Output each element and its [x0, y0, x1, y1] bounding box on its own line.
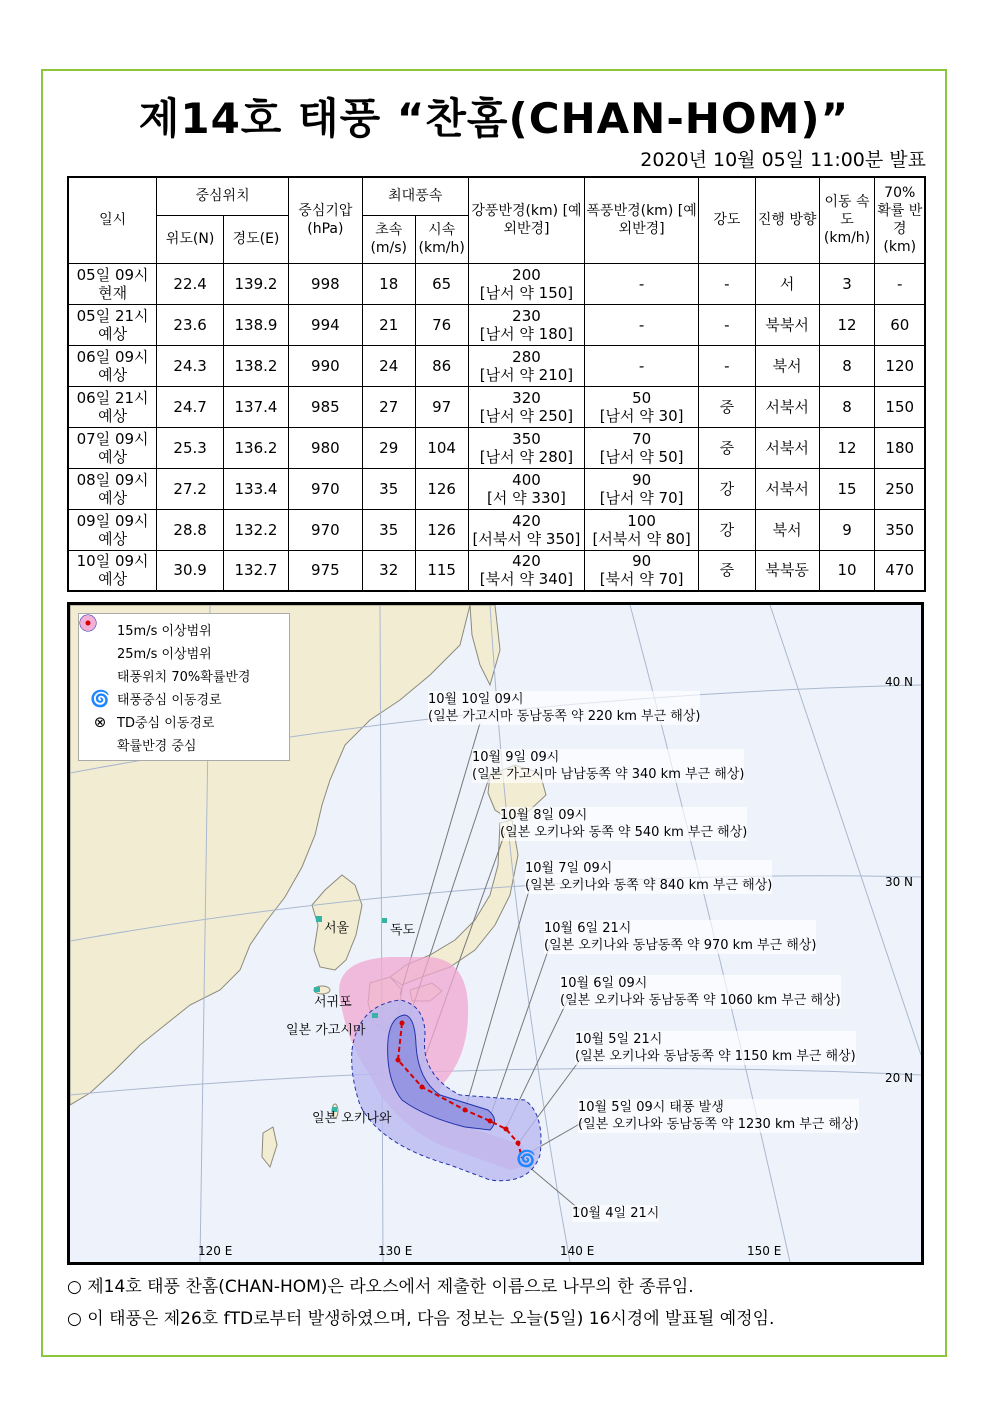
- cell-gale-radius: 230 [남서 약 180]: [468, 304, 585, 345]
- lon-label: 150 E: [747, 1244, 782, 1258]
- land-taiwan: [262, 1127, 277, 1167]
- header-lat: 위도(N): [157, 215, 224, 263]
- cell-intensity: 중: [698, 550, 755, 591]
- cell-prob-radius: 120: [875, 345, 925, 386]
- land-sakhalin: [470, 605, 500, 685]
- cell-time: 10일 09시 예상: [68, 550, 157, 591]
- table-row: [68, 468, 925, 509]
- cell-wind-ms: 35: [362, 468, 415, 509]
- cell-gale-radius: 400 [서 약 330]: [468, 468, 585, 509]
- track-label: 10월 9일 09시 (일본 가고시마 남남동쪽 약 340 km 부근 해상): [472, 750, 745, 782]
- cell-direction: 북서: [755, 345, 819, 386]
- cell-intensity: 중: [698, 386, 755, 427]
- cell-prob-radius: 180: [875, 427, 925, 468]
- table-row: [68, 550, 925, 591]
- lon-label: 140 E: [560, 1244, 595, 1258]
- cell-intensity: 강: [698, 468, 755, 509]
- legend-item-center: [79, 733, 289, 756]
- forecast-table-body: [68, 263, 925, 591]
- cell-time: 06일 21시 예상: [68, 386, 157, 427]
- marker-kagoshima: [372, 1013, 378, 1018]
- cell-prob-radius: 470: [875, 550, 925, 591]
- cell-wind-kmh: 104: [415, 427, 468, 468]
- legend-label: 25m/s 이상범위: [117, 647, 212, 662]
- cell-gale-radius: 200 [남서 약 150]: [468, 263, 585, 304]
- cell-wind-ms: 18: [362, 263, 415, 304]
- lon-label: 120 E: [198, 1244, 233, 1258]
- place-kagoshima: 일본 가고시마: [286, 1023, 366, 1038]
- cell-lon: 133.4: [224, 468, 289, 509]
- cell-intensity: 중: [698, 427, 755, 468]
- prob-center: [420, 1085, 425, 1090]
- cell-direction: 서북서: [755, 468, 819, 509]
- cell-pressure: 970: [288, 509, 362, 550]
- note-line: ○ 제14호 태풍 찬홈(CHAN-HOM)은 라오스에서 제출한 이름으로 나무의 한 종류임.: [67, 1277, 694, 1297]
- track-label: 10월 6일 21시 (일본 오키나와 동남동쪽 약 970 km 부근 해상): [544, 921, 817, 953]
- page-title: 제14호 태풍 “찬홈(CHAN-HOM)”: [138, 94, 850, 143]
- prob-center: [396, 1058, 401, 1063]
- prob-center: [400, 1021, 405, 1026]
- cell-lat: 28.8: [157, 509, 224, 550]
- forecast-table: [67, 176, 926, 592]
- storm-range-icon: [89, 644, 111, 662]
- place-seoul: 서울: [324, 921, 350, 936]
- cell-speed: 12: [819, 427, 875, 468]
- legend-item-td: [79, 710, 289, 733]
- cell-wind-ms: 35: [362, 509, 415, 550]
- typhoon-symbol-icon: 🌀: [516, 1149, 536, 1168]
- cell-wind-ms: 27: [362, 386, 415, 427]
- cell-storm-radius: 70 [남서 약 50]: [585, 427, 699, 468]
- cell-time: 05일 09시 현재: [68, 263, 157, 304]
- prob-radius-icon: [89, 667, 111, 685]
- cell-time: 05일 21시 예상: [68, 304, 157, 345]
- cell-intensity: -: [698, 345, 755, 386]
- cell-direction: 서북서: [755, 427, 819, 468]
- cell-lon: 137.4: [224, 386, 289, 427]
- cell-speed: 15: [819, 468, 875, 509]
- prob-center-icon: [89, 736, 111, 754]
- cell-storm-radius: 90 [북서 약 70]: [585, 550, 699, 591]
- cell-lat: 24.3: [157, 345, 224, 386]
- place-dokdo: 독도: [390, 923, 416, 938]
- cell-pressure: 994: [288, 304, 362, 345]
- legend-item-storm: [79, 641, 289, 664]
- notes: [67, 1271, 774, 1335]
- legend-label: 태풍중심 이동경로: [117, 693, 222, 708]
- cell-lon: 132.2: [224, 509, 289, 550]
- cell-wind-ms: 32: [362, 550, 415, 591]
- cell-gale-radius: 350 [남서 약 280]: [468, 427, 585, 468]
- cell-prob-radius: 250: [875, 468, 925, 509]
- cell-speed: 12: [819, 304, 875, 345]
- cell-pressure: 985: [288, 386, 362, 427]
- cell-storm-radius: 50 [남서 약 30]: [585, 386, 699, 427]
- cell-lat: 30.9: [157, 550, 224, 591]
- header-direction: 진행 방향: [755, 177, 819, 263]
- cell-wind-kmh: 126: [415, 468, 468, 509]
- cell-lon: 139.2: [224, 263, 289, 304]
- cell-direction: 서: [755, 263, 819, 304]
- cell-intensity: -: [698, 263, 755, 304]
- prob-center: [463, 1108, 468, 1113]
- track-label: 10월 10일 09시 (일본 가고시마 동남동쪽 약 220 km 부근 해상): [428, 692, 701, 724]
- cell-speed: 3: [819, 263, 875, 304]
- header-time: 일시: [68, 177, 157, 263]
- header-speed: 이동 속도 (km/h): [819, 177, 875, 263]
- cell-lon: 138.9: [224, 304, 289, 345]
- cell-wind-kmh: 115: [415, 550, 468, 591]
- cell-wind-kmh: 76: [415, 304, 468, 345]
- cell-direction: 북북동: [755, 550, 819, 591]
- cell-wind-ms: 24: [362, 345, 415, 386]
- cell-lat: 27.2: [157, 468, 224, 509]
- cell-prob-radius: 350: [875, 509, 925, 550]
- cell-pressure: 970: [288, 468, 362, 509]
- legend-item-prob: [79, 664, 289, 687]
- header-pressure: 중심기압 (hPa): [288, 177, 362, 263]
- cell-direction: 북서: [755, 509, 819, 550]
- cell-wind-kmh: 86: [415, 345, 468, 386]
- legend-item-gale: [79, 618, 289, 641]
- cell-time: 06일 09시 예상: [68, 345, 157, 386]
- header-center-pos: 중심위치: [157, 177, 289, 215]
- track-label: 10월 5일 21시 (일본 오키나와 동남동쪽 약 1150 km 부근 해상): [575, 1032, 856, 1064]
- marker-seoul: [316, 916, 322, 922]
- lat-label: 30 N: [884, 875, 913, 889]
- cell-time: 07일 09시 예상: [68, 427, 157, 468]
- map-legend: [78, 613, 290, 761]
- cell-lon: 136.2: [224, 427, 289, 468]
- legend-label: TD중심 이동경로: [117, 716, 215, 731]
- header-wind-ms: 초속 (m/s): [362, 215, 415, 263]
- track-label: 10월 8일 09시 (일본 오키나와 동쪽 약 540 km 부근 해상): [500, 808, 748, 840]
- cell-wind-kmh: 65: [415, 263, 468, 304]
- cell-gale-radius: 320 [남서 약 250]: [468, 386, 585, 427]
- header-storm-radius: 폭풍반경(km) [예외반경]: [585, 177, 699, 263]
- header-max-wind: 최대풍속: [362, 177, 468, 215]
- cell-storm-radius: -: [585, 345, 699, 386]
- prob-center: [516, 1141, 521, 1146]
- cell-lat: 22.4: [157, 263, 224, 304]
- table-row: [68, 427, 925, 468]
- prob-center: [504, 1127, 509, 1132]
- cell-lat: 24.7: [157, 386, 224, 427]
- header-gale-radius: 강풍반경(km) [예외반경]: [468, 177, 585, 263]
- cell-speed: 8: [819, 386, 875, 427]
- cell-prob-radius: 60: [875, 304, 925, 345]
- table-row: [68, 304, 925, 345]
- cell-pressure: 998: [288, 263, 362, 304]
- table-row: [68, 386, 925, 427]
- cell-speed: 9: [819, 509, 875, 550]
- lat-label: 40 N: [884, 675, 913, 689]
- cell-storm-radius: -: [585, 304, 699, 345]
- table-row: [68, 509, 925, 550]
- cell-storm-radius: 100 [서북서 약 80]: [585, 509, 699, 550]
- cell-storm-radius: 90 [남서 약 70]: [585, 468, 699, 509]
- place-seogwipo: 서귀포: [314, 995, 352, 1010]
- track-label: 10월 6일 09시 (일본 오키나와 동남동쪽 약 1060 km 부근 해상): [560, 976, 841, 1008]
- cell-time: 08일 09시 예상: [68, 468, 157, 509]
- lat-label: 20 N: [884, 1071, 913, 1085]
- cell-speed: 10: [819, 550, 875, 591]
- lon-label: 130 E: [378, 1244, 413, 1258]
- cell-wind-kmh: 97: [415, 386, 468, 427]
- cell-intensity: 강: [698, 509, 755, 550]
- cell-gale-radius: 420 [서북서 약 350]: [468, 509, 585, 550]
- prob-center: [488, 1119, 493, 1124]
- cell-wind-ms: 29: [362, 427, 415, 468]
- cell-wind-kmh: 126: [415, 509, 468, 550]
- cell-prob-radius: -: [875, 263, 925, 304]
- legend-item-track: [79, 687, 289, 710]
- table-row: [68, 345, 925, 386]
- cell-lat: 23.6: [157, 304, 224, 345]
- cell-storm-radius: -: [585, 263, 699, 304]
- typhoon-map: [67, 602, 924, 1265]
- header-prob-radius: 70% 확률 반경 (km): [875, 177, 925, 263]
- cell-prob-radius: 150: [875, 386, 925, 427]
- note-line: ○ 이 태풍은 제26호 fTD로부터 발생하였으며, 다음 정보는 오늘(5일) 16시경에 발표될 예정임.: [67, 1309, 775, 1329]
- marker-dokdo: [382, 918, 387, 923]
- cell-gale-radius: 280 [남서 약 210]: [468, 345, 585, 386]
- cell-direction: 서북서: [755, 386, 819, 427]
- typhoon-center-icon: 🌀: [90, 689, 110, 708]
- place-okinawa: 일본 오키나와: [312, 1111, 392, 1126]
- header-lon: 경도(E): [224, 215, 289, 263]
- cell-wind-ms: 21: [362, 304, 415, 345]
- legend-label: 15m/s 이상범위: [117, 624, 212, 639]
- cell-gale-radius: 420 [북서 약 340]: [468, 550, 585, 591]
- track-label: 10월 5일 09시 태풍 발생 (일본 오키나와 동남동쪽 약 1230 km 부근 해상): [578, 1100, 859, 1132]
- issued-time: 2020년 10월 05일 11:00분 발표: [640, 149, 926, 171]
- cell-lon: 138.2: [224, 345, 289, 386]
- header-intensity: 강도: [698, 177, 755, 263]
- header-wind-kmh: 시속 (km/h): [415, 215, 468, 263]
- track-label: 10월 7일 09시 (일본 오키나와 동쪽 약 840 km 부근 해상): [525, 861, 773, 893]
- legend-label: 태풍위치 70%확률반경: [117, 670, 251, 685]
- cell-pressure: 980: [288, 427, 362, 468]
- cell-time: 09일 09시 예상: [68, 509, 157, 550]
- legend-label: 확률반경 중심: [117, 739, 197, 754]
- cell-pressure: 990: [288, 345, 362, 386]
- cell-lat: 25.3: [157, 427, 224, 468]
- cell-pressure: 975: [288, 550, 362, 591]
- cell-speed: 8: [819, 345, 875, 386]
- table-row: [68, 263, 925, 304]
- track-label: 10월 4일 21시: [572, 1206, 660, 1221]
- cell-lon: 132.7: [224, 550, 289, 591]
- cell-direction: 북북서: [755, 304, 819, 345]
- cell-intensity: -: [698, 304, 755, 345]
- td-center-icon: ⊗: [93, 712, 107, 731]
